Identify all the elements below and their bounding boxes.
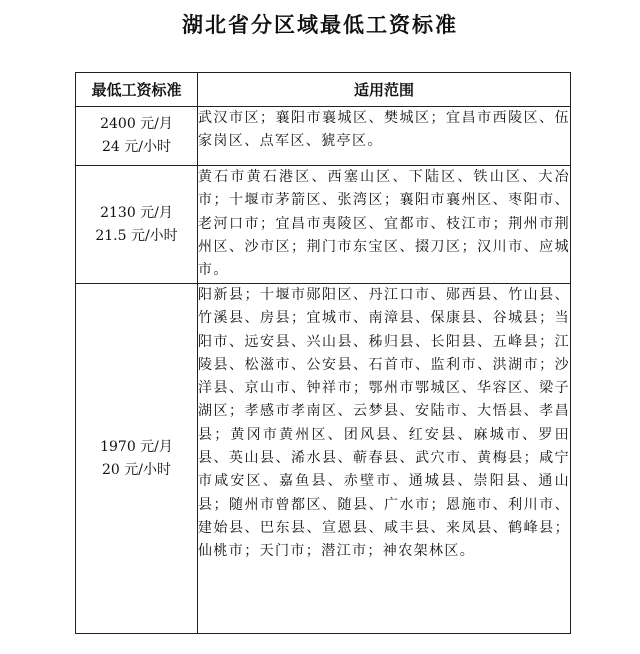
wage-standard-cell <box>76 284 198 634</box>
page-title: 湖北省分区域最低工资标准 <box>182 13 458 37</box>
hourly-wage: 21.5 元/小时 <box>95 227 178 244</box>
table-header-row <box>76 73 571 107</box>
header-minimum-wage-standard: 最低工资标准 <box>76 73 198 107</box>
wage-standard-cell <box>76 107 198 166</box>
minimum-wage-table <box>75 72 571 634</box>
hourly-wage: 24 元/小时 <box>102 139 171 155</box>
wage-standard-cell <box>76 166 198 284</box>
table-row <box>76 166 571 284</box>
applicable-scope-cell: 黄石市黄石港区、西塞山区、下陆区、铁山区、大冶市；十堰市茅箭区、张湾区；襄阳市襄州区、枣阳市、老河口市；宜昌市夷陵区、宜都市、枝江市；荆州市荆州区、沙市区；荆门市东宝区、掇刀区；汉川市、应城市。 <box>198 166 571 284</box>
hourly-wage: 20 元/小时 <box>102 461 171 478</box>
monthly-wage: 1970 元/月 <box>100 438 173 455</box>
table-row <box>76 107 571 166</box>
header-applicable-scope: 适用范围 <box>198 73 571 107</box>
applicable-scope-cell: 武汉市区；襄阳市襄城区、樊城区；宜昌市西陵区、伍家岗区、点军区、猇亭区。 <box>198 107 571 166</box>
monthly-wage: 2130 元/月 <box>100 204 173 221</box>
table-row <box>76 284 571 634</box>
applicable-scope-cell: 阳新县；十堰市郧阳区、丹江口市、郧西县、竹山县、竹溪县、房县；宜城市、南漳县、保康县、谷城县；当阳市、远安县、兴山县、秭归县、长阳县、五峰县；江陵县、松滋市、公安县、石首市、监利市、洪湖市；沙洋县、京山市、钟祥市；鄂州市鄂城区、华容区、梁子湖区；孝感市孝南区、云梦县、安陆市、大悟县、孝昌县；黄冈市黄州区、团风县、红安县、麻城市、罗田县、英山县、浠水县、蕲春县、武穴市、黄梅县；咸宁市咸安区、嘉鱼县、赤壁市、通城县、崇阳县、通山县；随州市曾都区、随县、广水市；恩施市、利川市、建始县、巴东县、宣恩县、咸丰县、来凤县、鹤峰县；仙桃市；天门市；潜江市；神农架林区。 <box>198 284 571 634</box>
monthly-wage: 2400 元/月 <box>100 116 173 132</box>
